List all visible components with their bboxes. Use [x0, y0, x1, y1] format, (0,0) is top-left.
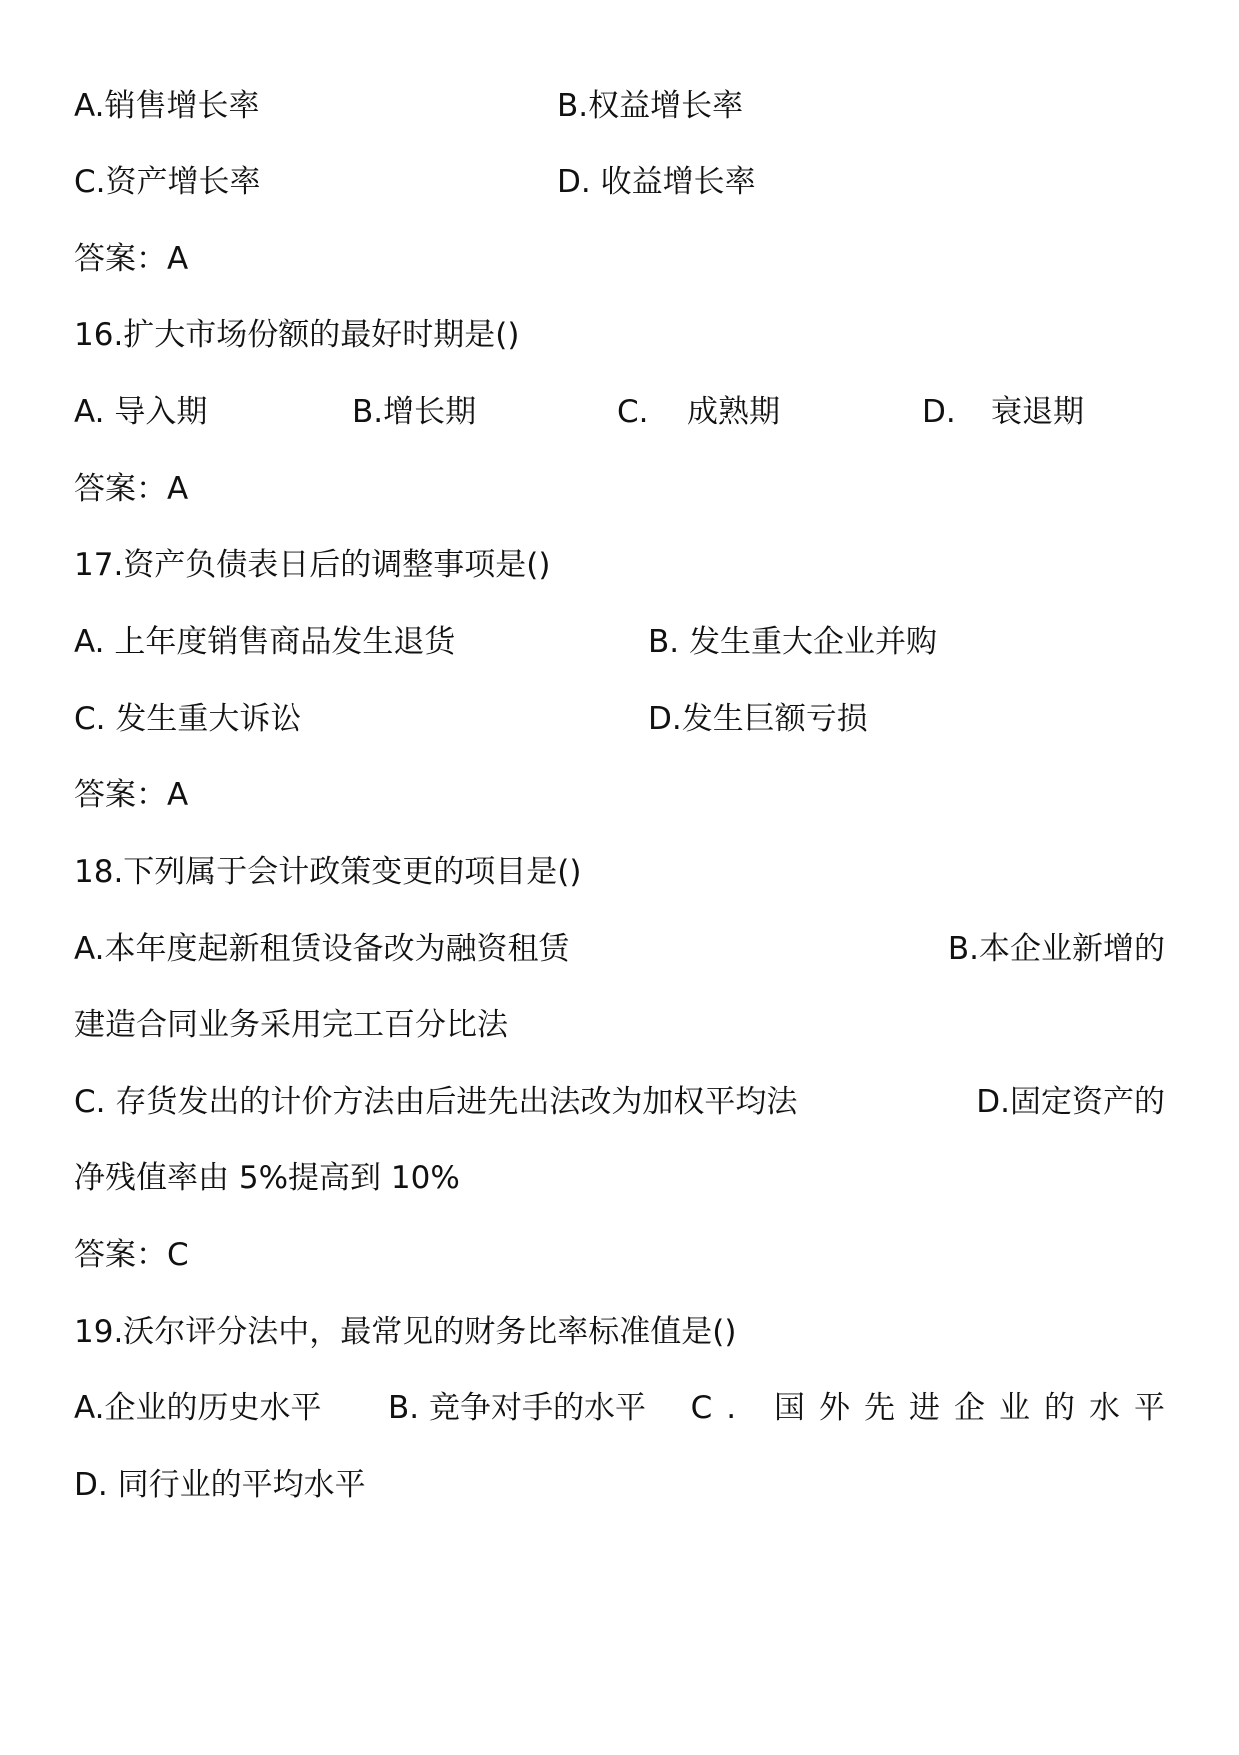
q18-option-d-part1: D.固定资产的	[976, 1084, 1165, 1120]
q18-options-row-4	[74, 1153, 1165, 1203]
q18-options-row-1	[74, 924, 1165, 974]
q15-option-b: B.权益增长率	[557, 88, 744, 124]
q18-options-row-3	[74, 1077, 1165, 1127]
q18-options-row-2	[74, 1000, 1165, 1050]
q18-option-a: A.本年度起新租赁设备改为融资租赁	[74, 931, 570, 967]
q19-question	[74, 1307, 1165, 1357]
q17-question	[74, 540, 1165, 590]
q19-question-text: 19.沃尔评分法中，最常见的财务比率标准值是()	[74, 1314, 737, 1350]
q19-option-d: D. 同行业的平均水平	[74, 1467, 366, 1503]
q18-question	[74, 847, 1165, 897]
q19-option-b: B. 竞争对手的水平	[388, 1390, 646, 1426]
q15-answer-text: 答案：A	[74, 241, 189, 277]
q17-option-c: C. 发生重大诉讼	[74, 701, 302, 737]
q16-option-b: B.增长期	[352, 394, 477, 430]
q18-option-c: C. 存货发出的计价方法由后进先出法改为加权平均法	[74, 1084, 798, 1120]
q19-option-a: A.企业的历史水平	[74, 1390, 322, 1426]
q16-answer	[74, 464, 1165, 514]
q19-options-row-1	[74, 1383, 1179, 1433]
q15-option-d: D. 收益增长率	[557, 164, 756, 200]
q16-question-text: 16.扩大市场份额的最好时期是()	[74, 317, 520, 353]
q18-question-text: 18.下列属于会计政策变更的项目是()	[74, 854, 582, 890]
q18-answer	[74, 1230, 1165, 1280]
q18-answer-text: 答案：C	[74, 1237, 189, 1273]
q19-option-c: C. 国外先进企业的水平	[690, 1390, 1179, 1426]
q17-option-b: B. 发生重大企业并购	[648, 624, 937, 660]
q16-answer-text: 答案：A	[74, 471, 189, 507]
q17-option-d: D.发生巨额亏损	[648, 701, 868, 737]
q17-question-text: 17.资产负债表日后的调整事项是()	[74, 547, 551, 583]
q15-option-a: A.销售增长率	[74, 88, 260, 124]
q18-option-b-part1: B.本企业新增的	[947, 931, 1165, 967]
q17-answer	[74, 770, 1165, 820]
q16-option-d-text: 衰退期	[991, 394, 1084, 430]
q18-option-b-part2: 建造合同业务采用完工百分比法	[74, 1007, 508, 1043]
q15-answer	[74, 234, 1165, 284]
q16-option-c-text: 成熟期	[687, 394, 780, 430]
q15-options-row-1	[74, 81, 1165, 131]
q15-options-row-2	[74, 157, 1165, 207]
q17-options-row-2	[74, 694, 1165, 744]
q17-options-row-1	[74, 617, 1165, 667]
q15-option-c: C.资产增长率	[74, 164, 261, 200]
q17-answer-text: 答案：A	[74, 777, 189, 813]
q17-option-a: A. 上年度销售商品发生退货	[74, 624, 456, 660]
q16-question	[74, 310, 1165, 360]
q16-options-row	[74, 387, 1165, 437]
q18-option-d-part2: 净残值率由 5%提高到 10%	[74, 1160, 460, 1196]
q16-option-c-letter: C.	[617, 394, 649, 430]
q19-options-row-2	[74, 1460, 1165, 1510]
q16-option-d-letter: D.	[922, 394, 956, 430]
q16-option-a: A. 导入期	[74, 394, 208, 430]
